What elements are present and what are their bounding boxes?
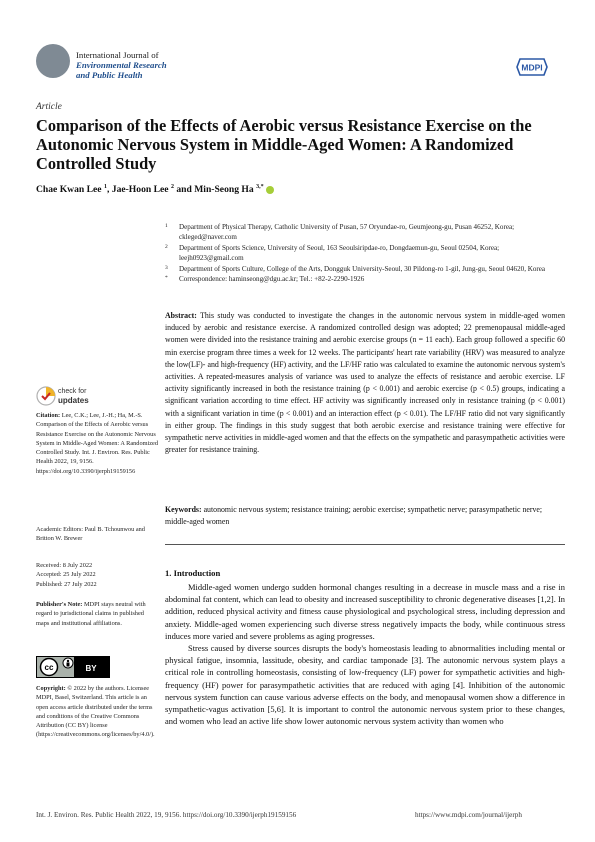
introduction-body — [165, 581, 565, 727]
affiliation-number: 2 — [165, 243, 168, 250]
section-heading-introduction: 1. Introduction — [165, 568, 221, 578]
journal-name[interactable] — [76, 50, 167, 80]
journal-name-line1: International Journal of — [76, 50, 159, 60]
article-title: Comparison of the Effects of Aerobic versus Resistance Exercise on the Autonomic Nervous System in Middle-Aged Women: A Randomized Controlled Study — [36, 116, 532, 173]
paragraph: Stress caused by diverse sources disrupts the body's homeostasis leading to abnormalities including mental or physical fatigue, insomnia, lassitude, obesity, and cardiac tamponade [3]. The autonomic nervous system plays a critical role in controlling homeostasis, consisting of low-frequency (LF) power for sympathetic activities and high-frequency (HF) power for parasympathetic activities that are reduced with aging [4]. Inhibition of the autonomic nervous system function can cause various adverse effects on the body, and menopausal women show a difference in sympathetic-vagus activation [5,6]. It is important to control the autonomic nervous system prior to these changes, and women who lead an active life show lower autonomic nervous system activity than women who — [165, 643, 565, 727]
check-for-updates-line1: check for — [58, 388, 87, 395]
section-divider — [165, 544, 565, 545]
dates-block — [36, 561, 158, 589]
affiliation-text: Department of Sports Science, University of Seoul, 163 Seoulsiripdae-ro, Dongdaemun-gu, Seoul 02504, Korea; leejh0923@gmail.com — [179, 243, 500, 263]
affiliation-item — [165, 243, 565, 264]
check-for-updates-line2: updates — [58, 395, 89, 405]
article-type: Article — [36, 102, 62, 112]
author-name[interactable]: Chae Kwan Lee — [36, 184, 102, 196]
footer-journal-url[interactable]: https://www.mdpi.com/journal/ijerph — [415, 811, 522, 819]
check-for-updates-icon — [36, 386, 56, 406]
author-affiliation-marker: 1 — [103, 184, 107, 190]
check-for-updates-badge[interactable] — [36, 386, 146, 408]
publishers-note-label: Publisher's Note: — [36, 601, 83, 608]
affiliations — [165, 222, 565, 284]
keywords-text: autonomic nervous system; resistance training; aerobic exercise; sympathetic nerve; parasympathetic nerve; middle-aged women — [165, 505, 543, 527]
published-date: Published: 27 July 2022 — [36, 580, 97, 588]
author-affiliation-marker: 2 — [170, 184, 174, 190]
received-date: Received: 8 July 2022 — [36, 562, 93, 569]
correspondence-text: Correspondence: haminseong@dgu.ac.kr; Tel.: +82-2-2290-1926 — [179, 275, 365, 284]
author-name[interactable]: Jae-Hoon Lee — [111, 184, 169, 196]
copyright-label: Copyright: — [36, 685, 66, 692]
abstract-text: This study was conducted to investigate the changes in the autonomic nervous system in middle-aged women induced by aerobic and resistance exercise. A randomized controlled design was adopted; 22 premenopausal middle-aged women were divided into the resistance training and aerobic exercise groups (n = 11 each). Each group followed a specific 60 min exercise program three times a week for 12 weeks. The participants' heart rate variability (HRV) was measured to analyze the low(LF)- and high-frequency (HF) activity, and the LF/HF ratio was calculated to examine the autonomic nervous system's activities. A repeated-measures analysis of variance was used to analyze the effects of resistance and aerobic exercise. LF activity significantly increased in both the resistance training (p < 0.001) and aerobic exercise (p < 0.5) groups, indicating a significant variation according to time effect. HF activity was significantly increased only in resistance training (p < 0.001) with a significant variation in time (p < 0.001) and an interaction effect (p < 0.01). The LF/HF ratio did not vary significantly in either group. The findings in this study suggest that both aerobic exercise and resistance training were effective for sympathetic nerve activities in middle-aged women and that the effects on the sympathetic and parasympathetic activities were greater for resistance training. — [165, 311, 565, 455]
paragraph: Middle-aged women undergo sudden hormonal changes resulting in a decrease in muscle mass and a rise in abdominal fat content, which can lead to obesity and increased susceptibility to chronic degenerative diseases [1,2]. In addition, reduced physical activity and fitness cause physiological and psychological stress, including depression and anxiety. Middle-aged women experiencing such diverse stress negatively impacts the body, while continuous stress induces more varied and severe problems as aging progresses. — [165, 582, 565, 641]
affiliation-number: 3 — [165, 264, 168, 271]
citation-label: Citation: — [36, 412, 61, 419]
publishers-note — [36, 600, 158, 628]
academic-editors: Academic Editors: Paul B. Tchounwou and Britton W. Brewer — [36, 526, 145, 543]
affiliation-item — [165, 222, 565, 243]
correspondence-item — [165, 274, 565, 284]
affiliation-text: Department of Physical Therapy, Catholic University of Pusan, 57 Oryundae-ro, Geumjeong-gu, Pusan 46252, Korea; ckleged@naver.com — [179, 223, 515, 242]
journal-logo — [36, 44, 70, 78]
mdpi-logo-text: MDPI — [521, 62, 543, 73]
accepted-date: Accepted: 25 July 2022 — [36, 571, 96, 579]
affiliation-text: Department of Sports Culture, College of the Arts, Dongguk University-Seoul, 30 Pildong-ro 1-gil, Jung-gu, Seoul 04620, Korea — [179, 264, 546, 273]
footer-citation[interactable]: Int. J. Environ. Res. Public Health 2022, 19, 9156. https://doi.org/10.3390/ijerph19159156 — [36, 811, 297, 819]
keywords — [165, 504, 565, 528]
correspondence-marker: * — [165, 275, 168, 282]
journal-name-line2: Environmental Research — [76, 60, 167, 70]
affiliation-number: 1 — [165, 223, 168, 229]
copyright-text: © 2022 by the authors. Licensee MDPI, Basel, Switzerland. This article is an open access article distributed under the terms and conditions of the Creative Commons Attribution (CC BY) license (https://creativecommons.org/licenses/by/4.0/). — [36, 685, 155, 739]
citation-text: Lee, C.K.; Lee, J.-H.; Ha, M.-S. Comparison of the Effects of Aerobic versus Resistance Exercise on the Autonomic Nervous System in Middle-Aged Women: A Randomized Controlled Study. Int. J. Environ. Res. Public Health 2022, 19, 9156. https://doi.org/10.3390/ijerph19159156 — [36, 412, 158, 475]
svg-text:BY: BY — [85, 664, 97, 673]
check-for-updates-label — [58, 388, 89, 405]
affiliation-item — [165, 264, 565, 274]
copyright-block — [36, 684, 158, 740]
citation-block — [36, 411, 158, 476]
mdpi-logo[interactable] — [516, 57, 548, 77]
author-list: Chae Kwan Lee $^1$, Jae-Hoon Lee $^2$ and Min-Seong Ha $^{3,*}$ — [36, 184, 274, 195]
publishers-note-text: MDPI stays neutral with regard to jurisdictional claims in published maps and institutional affiliations. — [36, 601, 146, 627]
keywords-label: Keywords: — [165, 505, 202, 514]
svg-text:cc: cc — [44, 663, 54, 672]
orcid-icon[interactable] — [266, 186, 274, 194]
journal-name-line3: and Public Health — [76, 70, 143, 80]
abstract-label: Abstract: — [165, 311, 197, 320]
author-affiliation-marker: 3,* — [256, 184, 264, 190]
author-name[interactable]: Min-Seong Ha — [194, 184, 254, 196]
author-conjunction: and — [176, 184, 192, 196]
abstract — [165, 310, 565, 456]
cc-by-license-icon[interactable] — [36, 656, 110, 678]
